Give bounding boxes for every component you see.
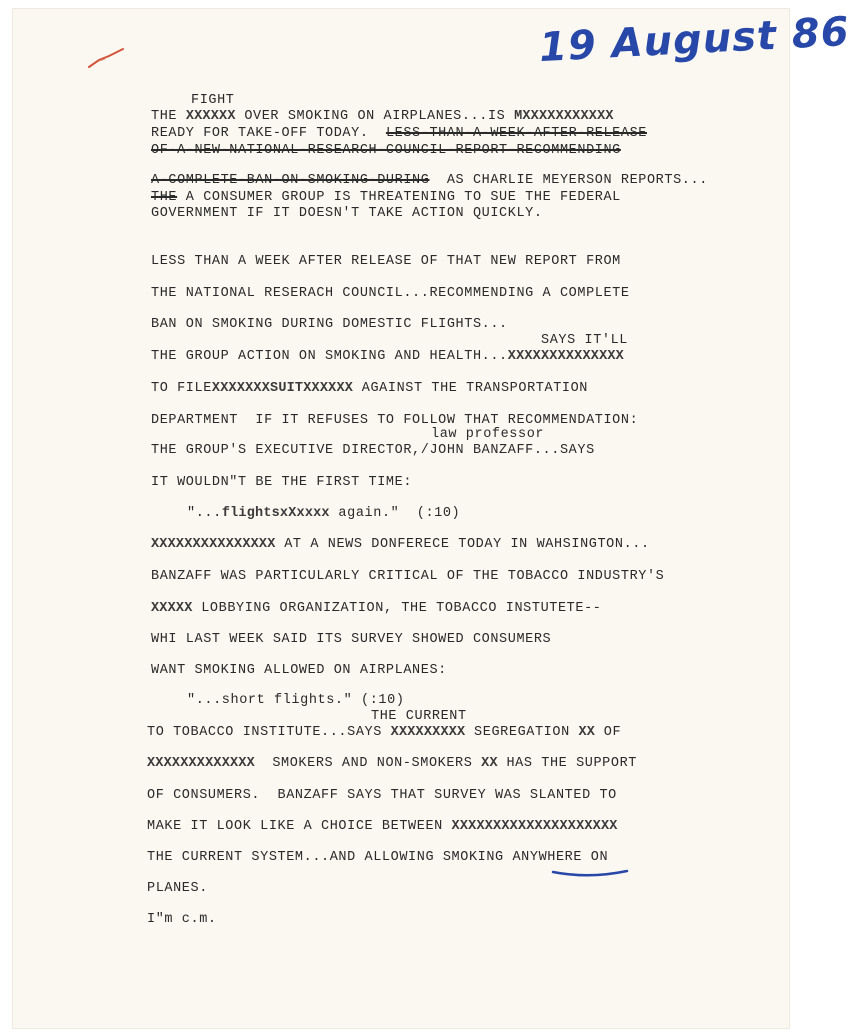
body-line-12: WHI LAST WEEK SAID ITS SURVEY SHOWED CONSUMERS: [151, 632, 552, 647]
intro-line-6: GOVERNMENT IF IT DOESN'T TAKE ACTION QUICKLY.: [151, 206, 543, 221]
body-line-9: XXXXXXXXXXXXXXX AT A NEWS DONFERECE TODAY IN WAHSINGTON...: [151, 537, 650, 552]
quote-2: "...short flights." (:10): [187, 693, 405, 708]
body-line-17: MAKE IT LOOK LIKE A CHOICE BETWEEN XXXXXXXXXXXXXXXXXXXX: [147, 819, 618, 834]
body-line-10: BANZAFF WAS PARTICULARLY CRITICAL OF THE TOBACCO INDUSTRY'S: [151, 569, 665, 584]
insertion-fight: FIGHT: [191, 93, 235, 108]
script-page: [12, 8, 851, 1029]
insertion-says-itll: SAYS IT'LL: [541, 333, 629, 348]
body-line-16: OF CONSUMERS. BANZAFF SAYS THAT SURVEY WAS SLANTED TO: [147, 788, 617, 803]
body-line-13: WANT SMOKING ALLOWED ON AIRPLANES:: [151, 663, 447, 678]
body-line-15: XXXXXXXXXXXXX SMOKERS AND NON-SMOKERS XX HAS THE SUPPORT: [147, 756, 637, 771]
pen-underline-icon: [551, 867, 629, 881]
intro-line-1: THE XXXXXX OVER SMOKING ON AIRPLANES...IS MXXXXXXXXXXX: [151, 109, 614, 124]
sign-off: I"m c.m.: [147, 912, 217, 927]
body-line-3: BAN ON SMOKING DURING DOMESTIC FLIGHTS...: [151, 317, 508, 332]
intro-line-3: OF-A-NEW-NATIONAL-RESEARCH-COUNCIL-REPORT-RECOMMENDING: [151, 143, 621, 158]
handwritten-date: 19 August 86: [538, 8, 851, 72]
body-line-14: TO TOBACCO INSTITUTE...SAYS XXXXXXXXX SEGREGATION XX OF: [147, 725, 622, 740]
insertion-law-professor: law professor: [431, 427, 545, 442]
emphasized-word: ANYWHERE: [512, 850, 583, 865]
body-line-4: THE GROUP ACTION ON SMOKING AND HEALTH...XXXXXXXXXXXXXX: [151, 349, 624, 364]
body-line-6: DEPARTMENT IF IT REFUSES TO FOLLOW THAT RECOMMENDATION:: [151, 413, 639, 428]
body-line-5: TO FILEXXXXXXXSUITXXXXXX AGAINST THE TRANSPORTATION: [151, 381, 588, 396]
intro-line-4: A-COMPLETE-BAN-ON-SMOKING-DURING AS CHARLIE MEYERSON REPORTS...: [151, 173, 708, 188]
body-line-11: XXXXX LOBBYING ORGANIZATION, THE TOBACCO INSTUTETE--: [151, 601, 602, 616]
insertion-the-current: THE CURRENT: [371, 709, 467, 724]
intro-line-2: READY FOR TAKE-OFF TODAY. LESS-THAN-A-WEEK-AFTER-RELEASE: [151, 126, 647, 141]
body-line-7: THE GROUP'S EXECUTIVE DIRECTOR,/JOHN BANZAFF...SAYS: [151, 443, 595, 458]
body-line-2: THE NATIONAL RESERACH COUNCIL...RECOMMENDING A COMPLETE: [151, 286, 630, 301]
body-line-18: THE CURRENT SYSTEM...AND ALLOWING SMOKING ANYWHERE ON: [147, 850, 609, 865]
body-line-19: PLANES.: [147, 881, 208, 896]
body-line-1: LESS THAN A WEEK AFTER RELEASE OF THAT NEW REPORT FROM: [151, 254, 621, 269]
quote-1: "...flightsxXxxxx again." (:10): [187, 506, 461, 521]
body-line-8: IT WOULDN"T BE THE FIRST TIME:: [151, 475, 413, 490]
pencil-mark-icon: [85, 47, 127, 71]
intro-line-5: THE A CONSUMER GROUP IS THREATENING TO SUE THE FEDERAL: [151, 190, 621, 205]
